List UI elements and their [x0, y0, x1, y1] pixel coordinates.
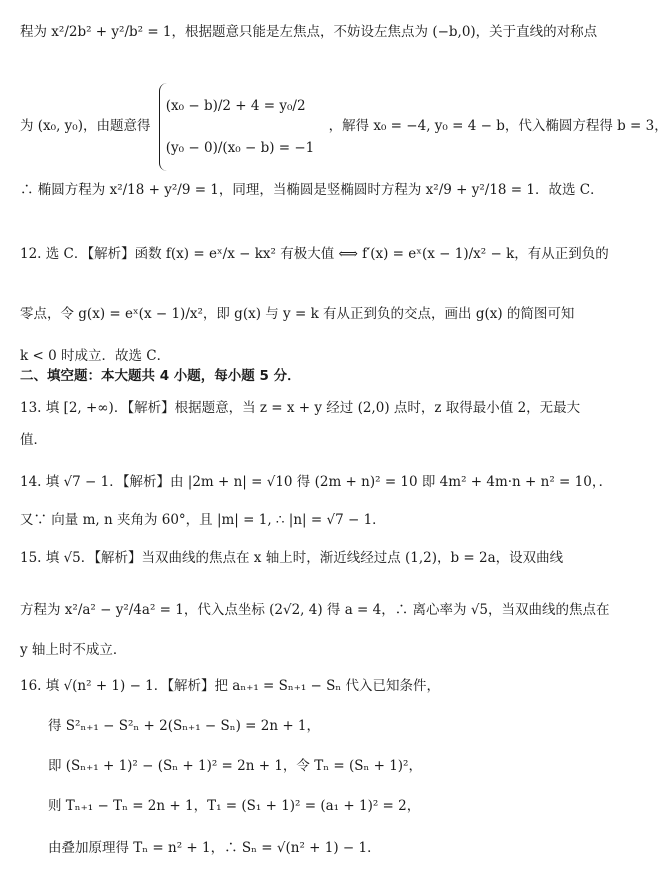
system-tail-text: ，解得 x₀ = −4, y₀ = 4 − b，代入椭圆方程得 b = 3，: [328, 118, 668, 134]
text-line-9: 值．: [20, 432, 47, 448]
text-line-11: 又∵ 向量 m, n 夹角为 60°，且 |m| = 1, ∴ |n| = √7 − 1．: [20, 512, 386, 528]
system-equation-1: (x₀ − b)/2 + 4 = y₀/2: [165, 97, 306, 114]
text-line-19: 由叠加原理得 Tₙ = n² + 1，∴ Sₙ = √(n² + 1) − 1．: [48, 840, 381, 856]
text-line-18: 则 Tₙ₊₁ − Tₙ = 2n + 1，T₁ = (S₁ + 1)² = (a₁ + 1)² = 2，: [48, 798, 421, 814]
text-line-5: 零点，令 g(x) = eˣ(x − 1)/x²，即 g(x) 与 y = k 有从正到负的交点，画出 g(x) 的简图可知: [20, 306, 575, 322]
text-line-4: 12. 选 C．【解析】函数 f(x) = eˣ/x − kx² 有极大值 ⟺ f′(x) = eˣ(x − 1)/x² − k，有从正到负的: [20, 246, 609, 262]
system-lead-text: 为 (x₀, y₀)，由题意得: [20, 118, 151, 134]
text-line-system: [20, 78, 668, 174]
text-line-12: 15. 填 √5．【解析】当双曲线的焦点在 x 轴上时，渐近线经过点 (1,2)，b = 2a，设双曲线: [20, 550, 564, 566]
text-line-13: 方程为 x²/a² − y²/4a² = 1，代入点坐标 (2√2, 4) 得 a = 4，∴ 离心率为 √5，当双曲线的焦点在: [20, 602, 610, 618]
text-line-8: 13. 填 [2, +∞)．【解析】根据题意，当 z = x + y 经过 (2,0) 点时，z 取得最小值 2，无最大: [20, 400, 581, 416]
section-heading: 二、填空题：本大题共 4 小题，每小题 5 分．: [20, 368, 301, 384]
text-line-16: 得 S²ₙ₊₁ − S²ₙ + 2(Sₙ₊₁ − Sₙ) = 2n + 1，: [48, 718, 321, 734]
text-line-3: ∴ 椭圆方程为 x²/18 + y²/9 = 1，同理，当椭圆是竖椭圆时方程为 x²/9 + y²/18 = 1．故选 C．: [20, 182, 604, 198]
text-line-6: k < 0 时成立．故选 C．: [20, 348, 171, 364]
text-line-17: 即 (Sₙ₊₁ + 1)² − (Sₙ + 1)² = 2n + 1，令 Tₙ = (Sₙ + 1)²，: [48, 758, 422, 774]
text-line-15: 16. 填 √(n² + 1) − 1．【解析】把 aₙ₊₁ = Sₙ₊₁ − Sₙ 代入已知条件，: [20, 678, 441, 694]
system-equation-2: (y₀ − 0)/(x₀ − b) = −1: [165, 139, 315, 156]
text-line-14: y 轴上时不成立．: [20, 642, 127, 658]
text-line-10: 14. 填 √7 − 1．【解析】由 |2m + n| = √10 得 (2m + n)² = 10 即 4m² + 4m·n + n² = 10，．: [20, 474, 613, 490]
equation-system: [159, 83, 321, 171]
text-line-1: 程为 x²/2b² + y²/b² = 1，根据题意只能是左焦点，不妨设左焦点为 (−b,0)，关于直线的对称点: [20, 24, 598, 40]
